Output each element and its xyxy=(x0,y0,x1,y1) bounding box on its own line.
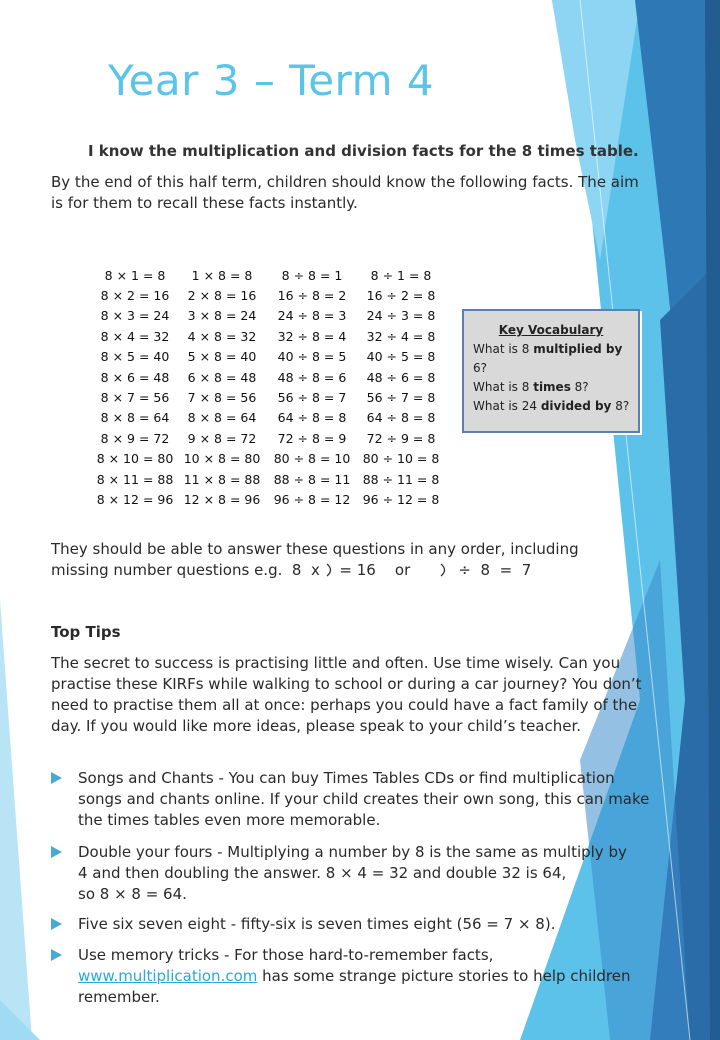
vocab-line xyxy=(473,340,638,378)
facts-row xyxy=(92,428,444,448)
fact-cell: 72 ÷ 8 = 9 xyxy=(277,430,347,446)
bullet-arrow-icon xyxy=(51,918,62,930)
tip-memory-tricks xyxy=(51,945,651,1008)
fact-cell: 8 × 9 = 72 xyxy=(100,430,170,446)
fact-cell: 3 × 8 = 24 xyxy=(187,308,257,324)
fact-cell: 88 ÷ 8 = 11 xyxy=(273,471,351,487)
fact-cell: 32 ÷ 8 = 4 xyxy=(277,328,347,344)
fact-cell: 4 × 8 = 32 xyxy=(187,328,257,344)
fact-cell: 96 ÷ 12 = 8 xyxy=(362,491,440,507)
fact-cell: 8 × 6 = 48 xyxy=(100,369,170,385)
tip-songs-and-chants xyxy=(51,768,651,831)
fact-cell: 8 × 2 = 16 xyxy=(100,288,170,304)
key-vocabulary-heading: Key Vocabulary xyxy=(498,323,604,337)
fact-cell: 8 × 8 = 64 xyxy=(187,410,257,426)
fact-cell: 80 ÷ 10 = 8 xyxy=(362,451,440,467)
objective-statement: I know the multiplication and division facts for the 8 times table. xyxy=(88,142,639,160)
fact-cell: 40 ÷ 8 = 5 xyxy=(277,349,347,365)
example-text: = 16 or xyxy=(339,561,411,579)
fact-cell: 8 × 4 = 32 xyxy=(100,328,170,344)
vocab-text: 8? xyxy=(570,380,589,394)
vocab-text: What is 8 xyxy=(473,342,534,356)
vocab-text: What is 8 xyxy=(473,380,534,394)
fact-cell: 64 ÷ 8 = 8 xyxy=(366,410,436,426)
fact-cell: 48 ÷ 8 = 6 xyxy=(277,369,347,385)
tip-text xyxy=(78,842,651,905)
fact-cell: 16 ÷ 2 = 8 xyxy=(366,288,436,304)
facts-table-wrap xyxy=(92,265,444,510)
tip-line: has some strange picture stories to help children remember. xyxy=(78,967,631,1006)
tip-double-your-fours xyxy=(51,842,651,905)
fact-cell: 24 ÷ 3 = 8 xyxy=(366,308,436,324)
fact-cell: 9 × 8 = 72 xyxy=(187,430,257,446)
fact-cell: 8 ÷ 1 = 8 xyxy=(370,267,432,283)
fact-cell: 8 × 3 = 24 xyxy=(100,308,170,324)
fact-cell: 48 ÷ 6 = 8 xyxy=(366,369,436,385)
fact-cell: 32 ÷ 4 = 8 xyxy=(366,328,436,344)
fact-cell: 16 ÷ 8 = 2 xyxy=(277,288,347,304)
vocab-text: What is 24 xyxy=(473,399,541,413)
vocab-text: 6? xyxy=(473,361,488,375)
top-tips-heading: Top Tips xyxy=(51,623,121,641)
tip-text: Five six seven eight - fifty-six is seven times eight (56 = 7 × 8). xyxy=(78,915,556,933)
fact-cell: 7 × 8 = 56 xyxy=(187,390,257,406)
facts-row xyxy=(92,489,444,509)
fact-cell: 24 ÷ 8 = 3 xyxy=(277,308,347,324)
fact-cell: 11 × 8 = 88 xyxy=(183,471,261,487)
intro-paragraph: By the end of this half term, children should know the following facts. The aim is for them to recall these facts instantly. xyxy=(51,173,639,212)
fact-cell: 8 × 5 = 40 xyxy=(100,349,170,365)
fact-cell: 12 × 8 = 96 xyxy=(183,491,261,507)
facts-row xyxy=(92,326,444,346)
fact-cell: 8 × 10 = 80 xyxy=(96,451,174,467)
fact-cell: 8 ÷ 8 = 1 xyxy=(281,267,343,283)
any-order-line-1: They should be able to answer these questions in any order, including xyxy=(51,540,579,558)
vocab-text: 8? xyxy=(611,399,630,413)
facts-row xyxy=(92,265,444,285)
facts-row xyxy=(92,347,444,367)
bullet-arrow-icon xyxy=(51,949,62,961)
fact-cell: 5 × 8 = 40 xyxy=(187,349,257,365)
facts-row xyxy=(92,449,444,469)
facts-row xyxy=(92,469,444,489)
vocab-line xyxy=(473,378,638,397)
tips-paragraph: The secret to success is practising little and often. Use time wisely. Can you practise these KIRFs while walking to school or during a car journey? You don’t need to practise them all at once: perhaps you could have a fact family of the day. If you would like more ideas, please speak to your child’s teacher. xyxy=(51,654,642,735)
fact-cell: 88 ÷ 11 = 8 xyxy=(362,471,440,487)
tip-line: so 8 × 8 = 64. xyxy=(78,885,187,903)
facts-row xyxy=(92,306,444,326)
example-text: ÷ 8 = 7 xyxy=(458,561,532,579)
fact-cell: 10 × 8 = 80 xyxy=(183,451,261,467)
fact-cell: 8 × 12 = 96 xyxy=(96,491,174,507)
bullet-arrow-icon xyxy=(51,846,62,858)
fact-cell: 8 × 1 = 8 xyxy=(104,267,166,283)
tip-text xyxy=(78,945,651,1008)
fact-cell: 8 × 8 = 64 xyxy=(100,410,170,426)
facts-row xyxy=(92,285,444,305)
tip-text: Songs and Chants - You can buy Times Tables CDs or find multiplication songs and chants online. If your child creates their own song, this can make the times tables even more memorable. xyxy=(78,769,650,829)
vocab-term: multiplied by xyxy=(533,342,623,356)
fact-cell: 6 × 8 = 48 xyxy=(187,369,257,385)
example-text: missing number questions e.g. 8 x xyxy=(51,561,320,579)
fact-cell: 56 ÷ 8 = 7 xyxy=(277,390,347,406)
vocab-line xyxy=(473,397,638,416)
fact-cell: 64 ÷ 8 = 8 xyxy=(277,410,347,426)
tip-line: 4 and then doubling the answer. 8 × 4 = 32 and double 32 is 64, xyxy=(78,864,567,882)
page-title: Year 3 – Term 4 xyxy=(108,56,435,105)
tip-five-six-seven-eight xyxy=(51,914,651,935)
vocab-term: times xyxy=(533,380,571,394)
vocab-term: divided by xyxy=(540,399,612,413)
fact-cell: 56 ÷ 7 = 8 xyxy=(366,390,436,406)
tip-line: Double your fours - Multiplying a number by 8 is the same as multiply by xyxy=(78,843,627,861)
facts-row xyxy=(92,367,444,387)
fact-cell: 96 ÷ 8 = 12 xyxy=(273,491,351,507)
fact-cell: 40 ÷ 5 = 8 xyxy=(366,349,436,365)
key-vocabulary-box xyxy=(462,309,640,433)
facts-table xyxy=(92,265,444,510)
facts-row xyxy=(92,387,444,407)
fact-cell: 1 × 8 = 8 xyxy=(191,267,253,283)
fact-cell: 72 ÷ 9 = 8 xyxy=(366,430,436,446)
fact-cell: 80 ÷ 8 = 10 xyxy=(273,451,351,467)
blank-bracket-icon xyxy=(439,563,449,577)
facts-row xyxy=(92,408,444,428)
any-order-line-2 xyxy=(51,560,651,581)
bullet-arrow-icon xyxy=(51,772,62,784)
fact-cell: 8 × 11 = 88 xyxy=(96,471,174,487)
fact-cell: 2 × 8 = 16 xyxy=(187,288,257,304)
blank-bracket-icon xyxy=(325,563,335,577)
fact-cell: 8 × 7 = 56 xyxy=(100,390,170,406)
any-order-paragraph xyxy=(51,539,651,581)
multiplication-website-link[interactable]: www.multiplication.com xyxy=(78,967,258,985)
tip-line: Use memory tricks - For those hard-to-remember facts, xyxy=(78,946,494,964)
